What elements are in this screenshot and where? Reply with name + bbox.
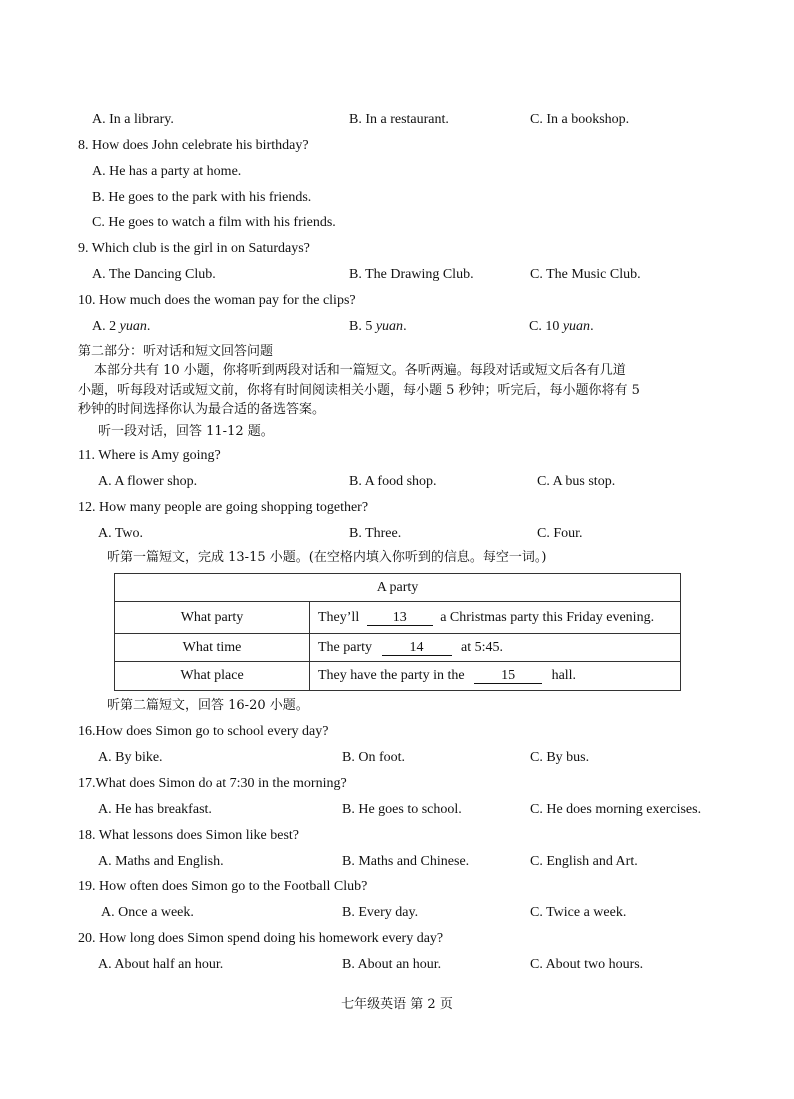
row-text-before: They’ll [318, 609, 360, 625]
table-row [115, 634, 681, 662]
q12-question: 12. How many people are going shopping together? [78, 500, 369, 515]
q20-option-a: A. About half an hour. [98, 957, 224, 972]
q12-option-c: C. Four. [537, 526, 583, 541]
blank-15[interactable]: 15 [474, 669, 542, 684]
passage1-note: 听第一篇短文，完成 13-15 小题。(在空格内填入你听到的信息。每空一词。) [107, 550, 547, 565]
q18-option-c: C. English and Art. [530, 854, 638, 869]
q8-option-c: C. He goes to watch a film with his friends. [92, 215, 336, 230]
part2-instructions-line3: 秒钟的时间选择你认为最合适的备选答案。 [78, 402, 326, 417]
row-text-after: a Christmas party this Friday evening. [440, 609, 655, 625]
q9-option-a: A. The Dancing Club. [92, 267, 216, 282]
q16-question: 16.How does Simon go to school every day? [78, 724, 329, 739]
row-text-before: The party [318, 639, 373, 655]
party-info-table [114, 573, 681, 691]
q16-option-c: C. By bus. [530, 750, 590, 765]
q8-option-a: A. He has a party at home. [92, 164, 242, 179]
q8-question: 8. How does John celebrate his birthday? [78, 138, 309, 153]
q19-option-c: C. Twice a week. [530, 905, 627, 920]
blank-14[interactable]: 14 [382, 641, 452, 656]
q17-option-b: B. He goes to school. [342, 802, 462, 817]
q16-option-b: B. On foot. [342, 750, 405, 765]
table-row [115, 662, 681, 691]
q9-option-c: C. The Music Club. [530, 267, 641, 282]
q16-option-a: A. By bike. [98, 750, 163, 765]
q18-question: 18. What lessons does Simon like best? [78, 828, 299, 843]
row-content [310, 602, 681, 634]
q8-option-b: B. He goes to the park with his friends. [92, 190, 312, 205]
row-label: What time [115, 634, 310, 662]
q10-option-c: C. 10 yuan. [529, 319, 594, 334]
q20-option-c: C. About two hours. [530, 957, 644, 972]
row-text-after: at 5:45. [461, 639, 504, 655]
row-label: What party [115, 602, 310, 634]
q7-option-c: C. In a bookshop. [530, 112, 630, 127]
q9-option-b: B. The Drawing Club. [349, 267, 474, 282]
q9-question: 9. Which club is the girl in on Saturdays? [78, 241, 310, 256]
q17-question: 17.What does Simon do at 7:30 in the morning? [78, 776, 347, 791]
q12-option-a: A. Two. [98, 526, 144, 541]
q18-option-a: A. Maths and English. [98, 854, 224, 869]
part2-instructions-line2: 小题，听每段对话或短文前，你将有时间阅读相关小题，每小题 5 秒钟；听完后，每小题你将有 5 [78, 383, 640, 398]
dialog-note: 听一段对话，回答 11-12 题。 [98, 424, 274, 439]
q10-option-a: A. 2 yuan. [92, 319, 151, 334]
q19-option-b: B. Every day. [342, 905, 419, 920]
q11-question: 11. Where is Amy going? [78, 448, 221, 463]
q17-option-c: C. He does morning exercises. [530, 802, 702, 817]
row-content [310, 634, 681, 662]
q19-question: 19. How often does Simon go to the Football Club? [78, 879, 368, 894]
row-content [310, 662, 681, 691]
part2-title: 第二部分：听对话和短文回答问题 [78, 344, 274, 359]
q11-option-b: B. A food shop. [349, 474, 437, 489]
q17-option-a: A. He has breakfast. [98, 802, 212, 817]
q12-option-b: B. Three. [349, 526, 402, 541]
q11-option-a: A. A flower shop. [98, 474, 198, 489]
q7-option-b: B. In a restaurant. [349, 112, 449, 127]
row-text-after: hall. [551, 668, 577, 683]
part2-instructions-line1: 本部分共有 10 小题，你将听到两段对话和一篇短文。各听两遍。每段对话或短文后各有几道 [94, 363, 626, 378]
q20-option-b: B. About an hour. [342, 957, 442, 972]
q10-option-b: B. 5 yuan. [349, 319, 407, 334]
table-title: A party [115, 574, 681, 602]
q7-option-a: A. In a library. [92, 112, 174, 127]
passage2-note: 听第二篇短文，回答 16-20 小题。 [107, 698, 309, 713]
row-text-before: They have the party in the [318, 668, 465, 683]
q19-option-a: A. Once a week. [101, 905, 194, 920]
blank-13[interactable]: 13 [367, 611, 433, 626]
q20-question: 20. How long does Simon spend doing his homework every day? [78, 931, 444, 946]
page-footer: 七年级英语 第 2 页 [341, 997, 453, 1012]
q11-option-c: C. A bus stop. [537, 474, 616, 489]
table-row [115, 602, 681, 634]
row-label: What place [115, 662, 310, 691]
q10-question: 10. How much does the woman pay for the clips? [78, 293, 356, 308]
q18-option-b: B. Maths and Chinese. [342, 854, 470, 869]
